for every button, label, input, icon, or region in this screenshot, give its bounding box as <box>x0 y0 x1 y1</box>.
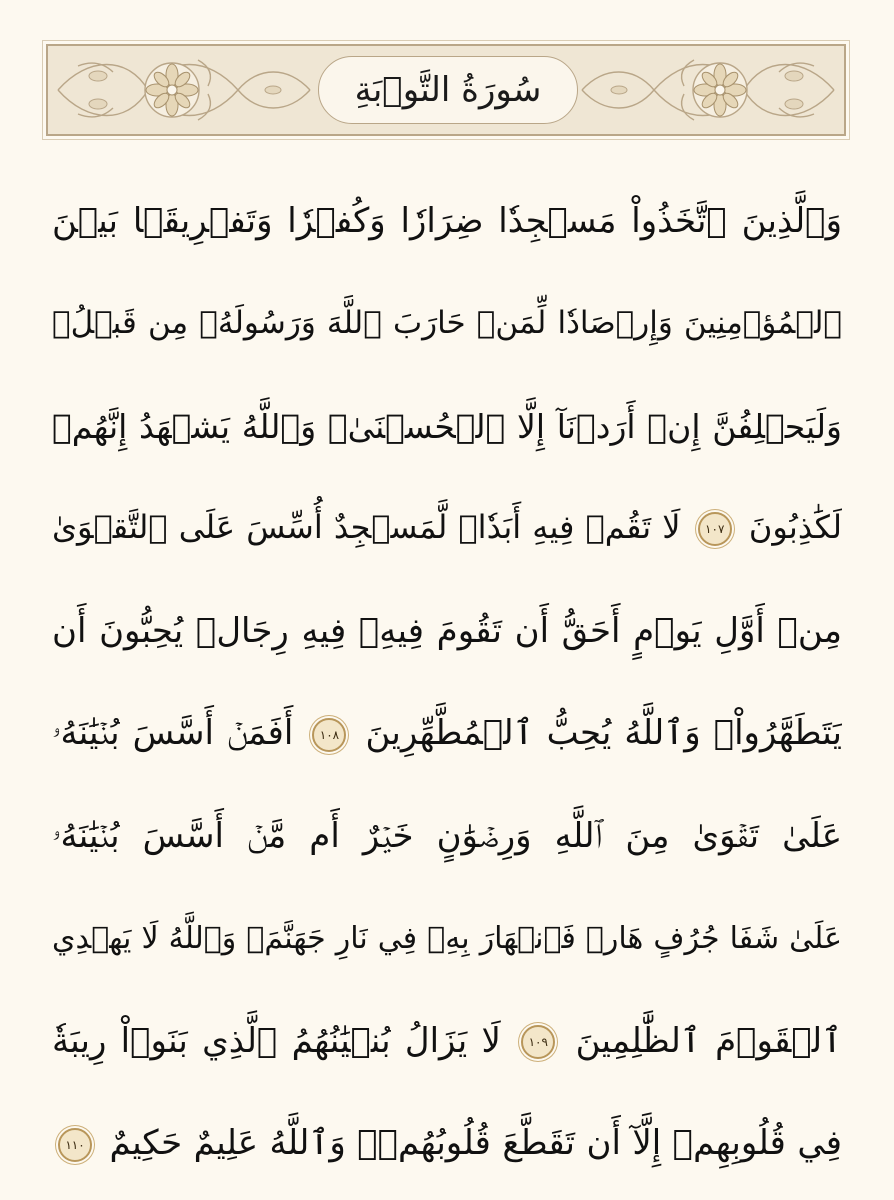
verse-line <box>52 170 842 273</box>
verse-line <box>52 785 842 888</box>
ayah-number-marker: ١٠٨ <box>312 718 346 752</box>
verse-line <box>52 478 842 581</box>
verse-text: مِنۡ أَوَّلِ يَوۡمٍ أَحَقُّ أَن تَقُومَ فِيهِۚ فِيهِ رِجَالٞ يُحِبُّونَ أَن <box>52 611 842 652</box>
surah-title: سُورَةُ التَّوۡبَةِ <box>354 70 542 110</box>
verse-line <box>52 375 842 478</box>
verse-text: عَلَىٰ تَقۡوَىٰ مِنَ ٱللَّهِ وَرِضۡوَٰنٍ خَيۡرٌ أَم مَّنۡ أَسَّسَ بُنۡيَٰنَهُۥ <box>52 816 842 857</box>
right-rosette-icon <box>690 60 750 120</box>
verse-line <box>52 990 842 1093</box>
verse-line-text <box>52 920 842 956</box>
verse-text: ٱلۡمُؤۡمِنِينَ وَإِرۡصَادٗا لِّمَنۡ حَارَبَ ٱللَّهَ وَرَسُولَهُۥ مِن قَبۡلُۚ <box>52 305 842 342</box>
surah-header <box>46 44 846 136</box>
verse-line <box>52 580 842 683</box>
verse-text: أَفَمَنۡ أَسَّسَ بُنۡيَٰنَهُۥ <box>52 713 294 753</box>
verse-text: لَا تَقُمۡ فِيهِ أَبَدٗاۚ لَّمَسۡجِدٌ أُسِّسَ عَلَى ٱلتَّقۡوَىٰ <box>52 508 681 547</box>
verse-line-text <box>52 201 842 242</box>
verse-line-text <box>52 713 842 753</box>
verse-line-text <box>52 611 842 652</box>
verse-text: فِي قُلُوبِهِمۡ إِلَّآ أَن تَقَطَّعَ قُلُوبُهُمۡۗ وَٱللَّهُ عَلِيمٌ حَكِيمٌ <box>109 1123 842 1163</box>
verse-line <box>52 888 842 991</box>
title-cartouche <box>318 56 578 124</box>
verse-text: يَتَطَهَّرُواْۚ وَٱللَّهُ يُحِبُّ ٱلۡمُطَّهِّرِينَ <box>365 713 842 753</box>
verse-text: وَٱلَّذِينَ ٱتَّخَذُواْ مَسۡجِدٗا ضِرَارٗا وَكُفۡرٗا وَتَفۡرِيقَۢا بَيۡنَ <box>52 201 842 242</box>
verse-text-block <box>52 170 842 1195</box>
verse-text: عَلَىٰ شَفَا جُرُفٍ هَارٖ فَٱنۡهَارَ بِهِۦ فِي نَارِ جَهَنَّمَۗ وَٱللَّهُ لَا يَهۡدِي <box>52 920 842 956</box>
ayah-number-marker: ١٠٩ <box>521 1025 555 1059</box>
verse-line-text <box>52 508 842 547</box>
verse-line-text <box>52 1123 842 1163</box>
verse-line-text <box>52 1020 842 1061</box>
verse-line-text <box>52 305 842 342</box>
verse-text: وَلَيَحۡلِفُنَّ إِنۡ أَرَدۡنَآ إِلَّا ٱلۡحُسۡنَىٰۖ وَٱللَّهُ يَشۡهَدُ إِنَّهُمۡ <box>52 406 842 446</box>
left-rosette-icon <box>142 60 202 120</box>
ayah-number-marker: ١١٠ <box>58 1128 92 1162</box>
verse-line <box>52 683 842 786</box>
verse-line <box>52 1093 842 1196</box>
verse-text: ٱلۡقَوۡمَ ٱلظَّٰلِمِينَ <box>575 1020 842 1061</box>
verse-line-text <box>52 406 842 446</box>
ayah-number-marker: ١٠٧ <box>698 512 732 546</box>
verse-text: لَا يَزَالُ بُنۡيَٰنُهُمُ ٱلَّذِي بَنَوۡاْ رِيبَةٗ <box>52 1020 501 1061</box>
verse-line <box>52 273 842 376</box>
verse-text: لَكَٰذِبُونَ <box>748 508 842 547</box>
verse-line-text <box>52 816 842 857</box>
